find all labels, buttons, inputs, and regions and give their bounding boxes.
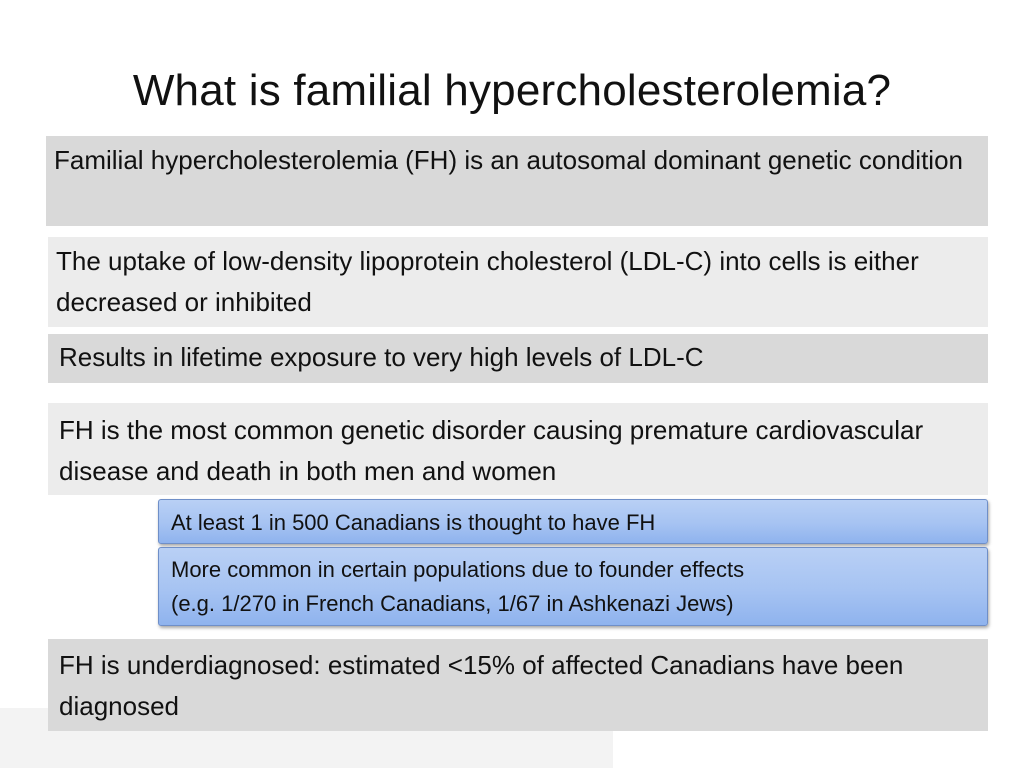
- point-ldl-uptake: The uptake of low-density lipoprotein cholesterol (LDL-C) into cells is either decreased or inhibited: [48, 237, 988, 327]
- point-fh-definition: Familial hypercholesterolemia (FH) is an autosomal dominant genetic condition: [46, 136, 988, 226]
- callout-founder-effects: [158, 547, 988, 626]
- callout-founder-line-2: (e.g. 1/270 in French Canadians, 1/67 in Ashkenazi Jews): [171, 591, 734, 616]
- callout-founder-line-1: More common in certain populations due to founder effects: [171, 557, 745, 582]
- point-lifetime-exposure: Results in lifetime exposure to very high levels of LDL-C: [48, 334, 988, 383]
- slide-title: What is familial hypercholesterolemia?: [132, 66, 892, 115]
- point-underdiagnosed: FH is underdiagnosed: estimated <15% of affected Canadians have been diagnosed: [48, 639, 988, 731]
- footer-decoration-bar: [0, 731, 613, 768]
- point-most-common-disorder: FH is the most common genetic disorder causing premature cardiovascular disease and death in both men and women: [48, 403, 988, 495]
- callout-prevalence: At least 1 in 500 Canadians is thought to have FH: [158, 499, 988, 544]
